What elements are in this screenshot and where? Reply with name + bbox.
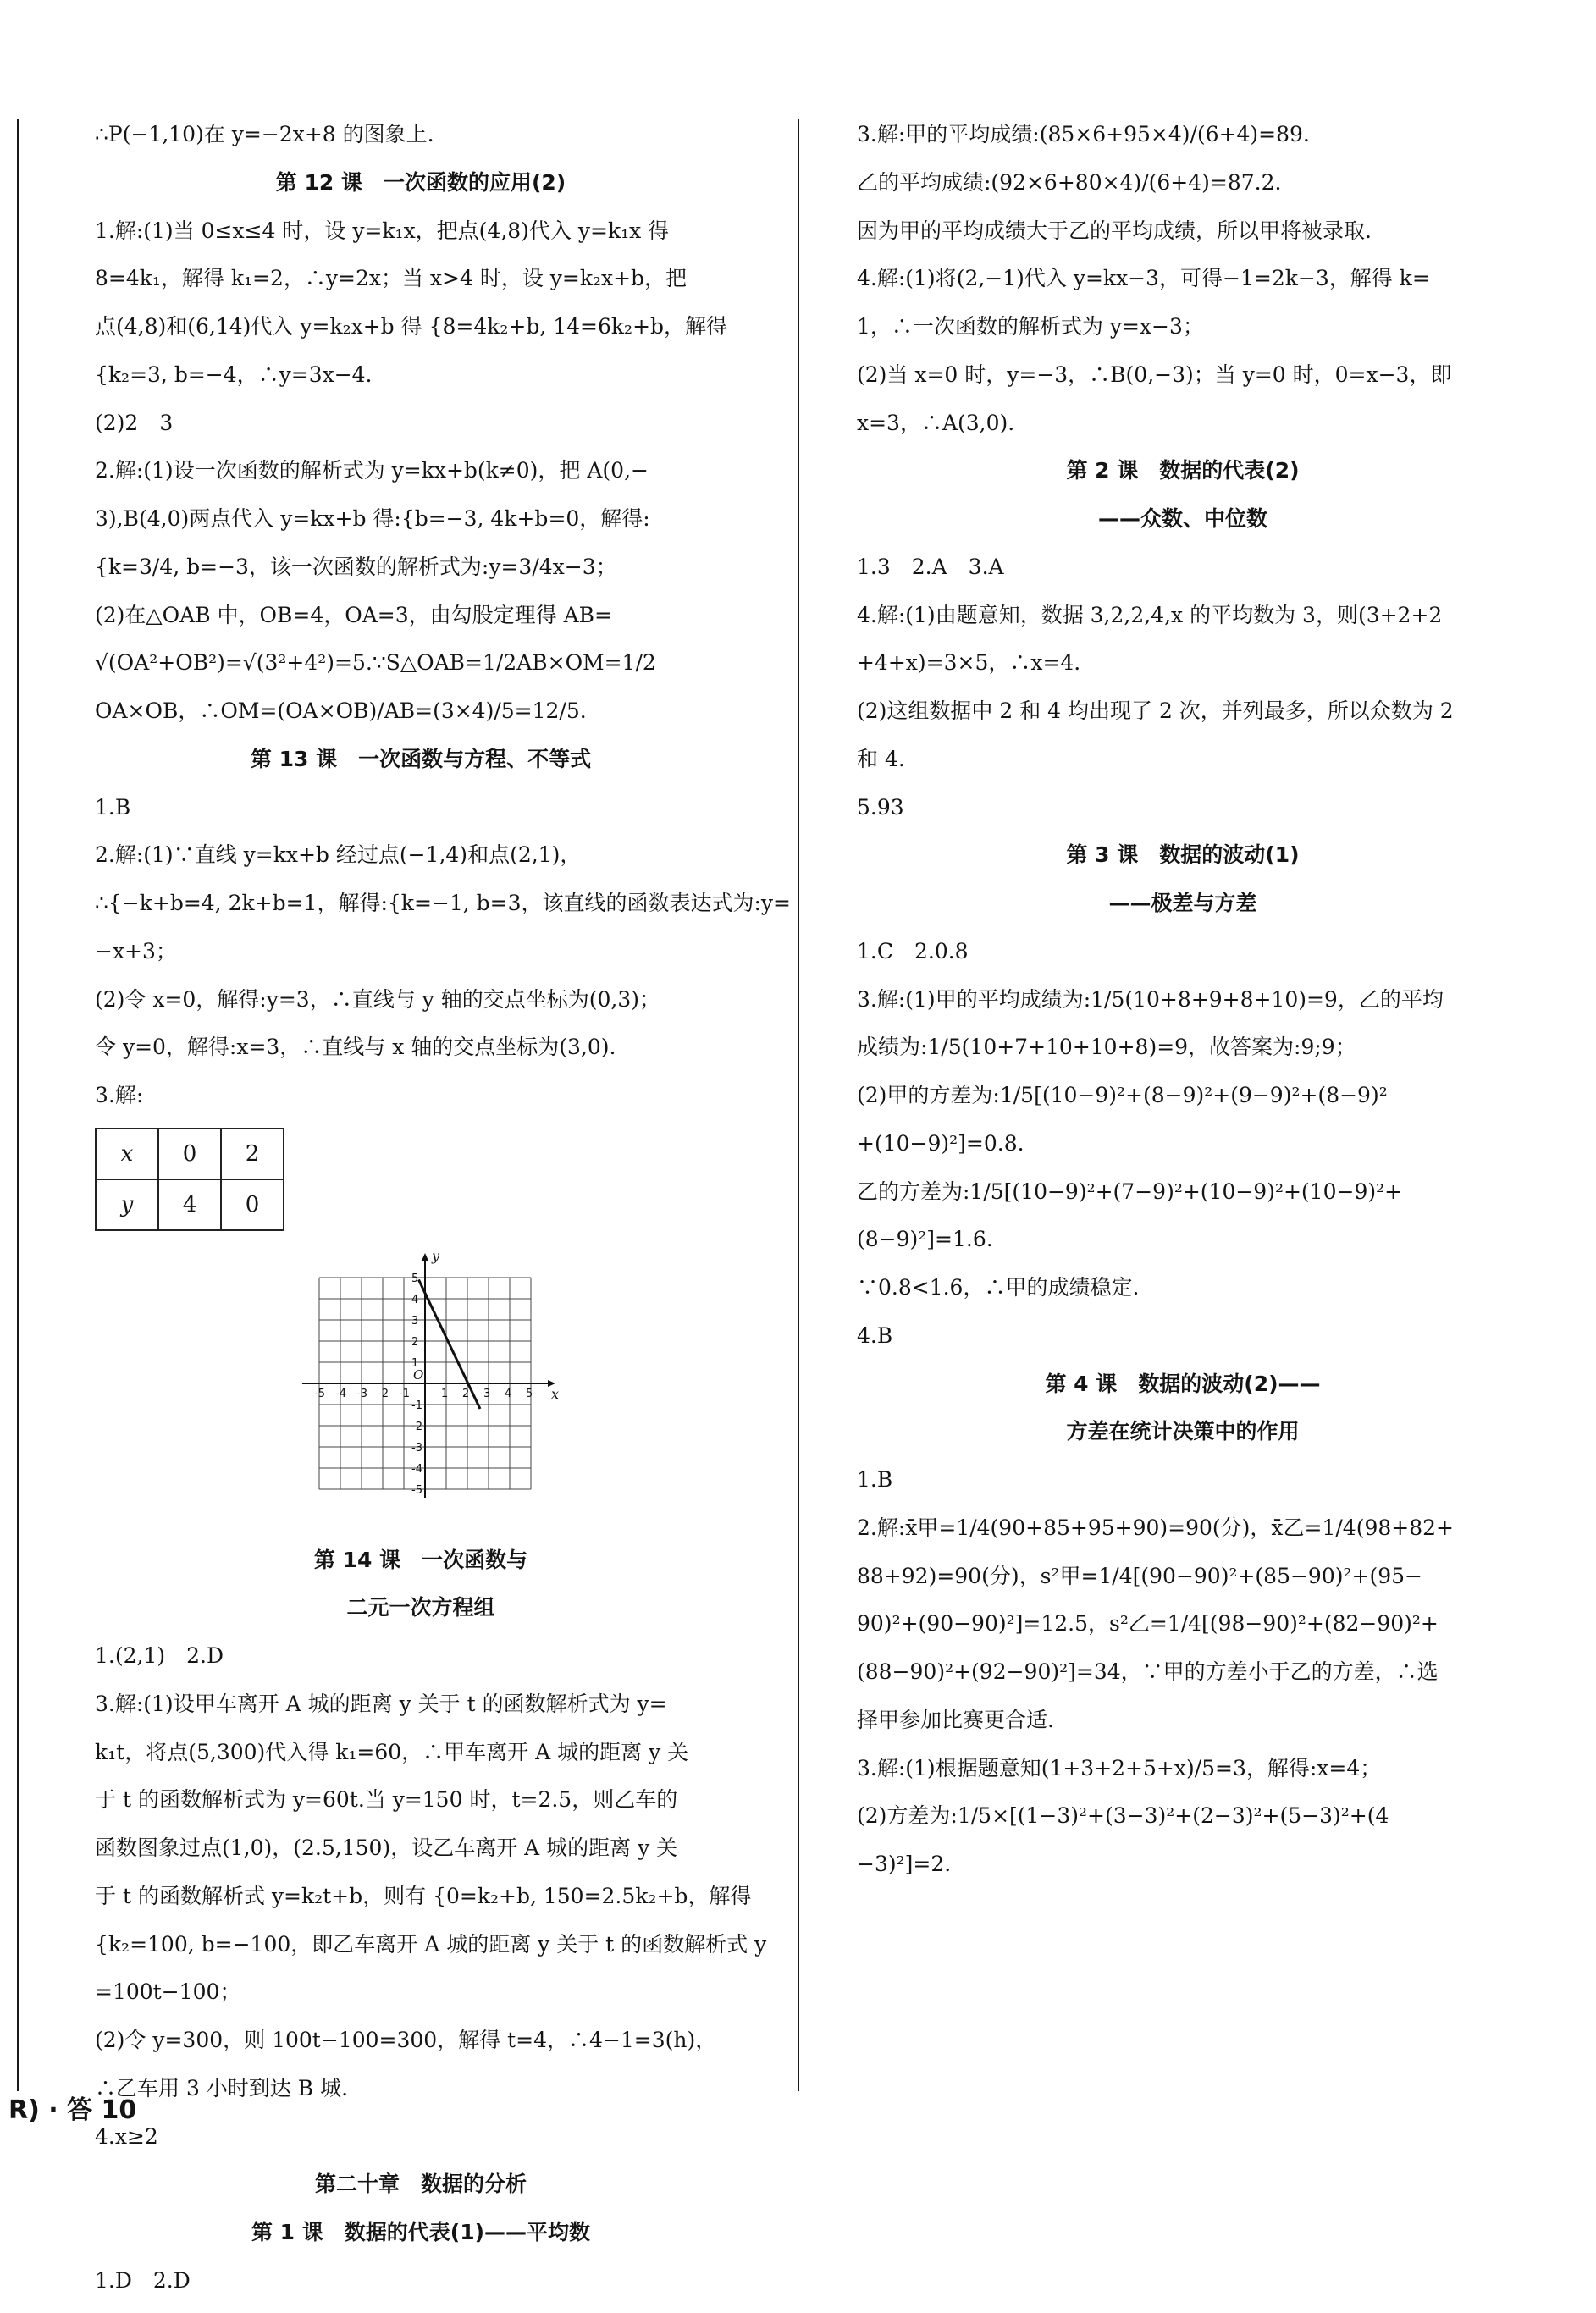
section-heading: 第二十章 数据的分析 [314,2172,527,2197]
text-line: 5.93 [857,794,904,820]
text-line: +(10−9)²]=0.8. [857,1130,1024,1156]
text-line: 8=4k₁，解得 k₁=2，∴y=2x；当 x>4 时，设 y=k₂x+b，把 [95,266,688,291]
text-line: 1.3 2.A 3.A [857,554,1004,579]
x-tick-label: 1 [441,1387,449,1400]
y-axis-label: y [432,1247,440,1264]
text-line: 1，∴一次函数的解析式为 y=x−3； [857,314,1204,339]
y-tick-label: 5 [411,1272,419,1285]
text-line: {k₂=3, b=−4，∴y=3x−4. [95,362,373,387]
y-tick-label: -2 [411,1420,422,1433]
text-line: +4+x)=3×5，∴x=4. [857,650,1081,676]
text-line: 90)²+(90−90)²]=12.5，s²乙=1/4[(98−90)²+(82−90)²+ [857,1611,1439,1637]
text-line: 4.x≥2 [95,2123,158,2149]
text-line: 2.解:(1)设一次函数的解析式为 y=kx+b(k≠0)，把 A(0,− [95,458,649,483]
text-line: 3.解:(1)设甲车离开 A 城的距离 y 关于 t 的函数解析式为 y= [95,1691,667,1716]
text-line: (2)这组数据中 2 和 4 均出现了 2 次，并列最多，所以众数为 2 [857,698,1454,723]
table-row [96,1129,284,1179]
table-cell: 2 [221,1129,284,1179]
text-line: 3.解: [95,1083,144,1107]
section-heading: 第 13 课 一次函数与方程、不等式 [250,746,592,771]
text-line: 3),B(4,0)两点代入 y=kx+b 得:{b=−3, 4k+b=0，解得: [95,506,650,531]
x-tick-label: 4 [505,1387,512,1400]
text-line: 乙的方差为:1/5[(10−9)²+(7−9)²+(10−9)²+(10−9)²+ [857,1179,1403,1204]
y-tick-label: 2 [411,1335,419,1349]
section-heading: 二元一次方程组 [346,1595,495,1620]
section-heading: 方差在统计决策中的作用 [1066,1419,1300,1444]
text-line: OA×OB，∴OM=(OA×OB)/AB=(3×4)/5=12/5. [95,698,587,723]
section-heading: 第 12 课 一次函数的应用(2) [275,169,566,195]
text-line: (2)令 x=0，解得:y=3，∴直线与 y 轴的交点坐标为(0,3)； [95,986,660,1012]
section-heading: ——极差与方差 [1108,891,1257,915]
x-tick-label: -3 [356,1387,367,1400]
text-line: 1.B [95,794,131,820]
text-line: 1.B [857,1467,893,1492]
x-axis-label: x [551,1385,560,1402]
text-line: 因为甲的平均成绩大于乙的平均成绩，所以甲将被录取. [857,218,1372,243]
text-line: 乙的平均成绩:(92×6+80×4)/(6+4)=87.2. [857,169,1282,195]
x-tick-label: -2 [378,1387,389,1400]
text-line: 4.解:(1)将(2,−1)代入 y=kx−3，可得−1=2k−3，解得 k= [857,266,1430,291]
x-tick-label: 2 [462,1387,470,1400]
text-line: (2)在△OAB 中，OB=4，OA=3，由勾股定理得 AB= [95,602,612,627]
text-line: 2.解:x̄甲=1/4(90+85+95+90)=90(分)，x̄乙=1/4(98+82+ [857,1515,1454,1540]
table-cell: 0 [221,1179,284,1230]
text-line: (2)方差为:1/5×[(1−3)²+(3−3)²+(2−3)²+(5−3)²+(4 [857,1803,1389,1829]
text-line: 3.解:(1)甲的平均成绩为:1/5(10+8+9+8+10)=9，乙的平均 [857,986,1444,1012]
text-line: 点(4,8)和(6,14)代入 y=k₂x+b 得 {8=4k₂+b, 14=6k₂+b，解得 [95,314,728,339]
table-cell: 0 [158,1129,221,1179]
text-line: 1.(2,1) 2.D [95,1643,224,1668]
table-row [96,1179,284,1230]
text-line: 3.解:甲的平均成绩:(85×6+95×4)/(6+4)=89. [857,122,1310,146]
left-margin-rule [17,119,19,2091]
text-line: √(OA²+OB²)=√(3²+4²)=5.∵S△OAB=1/2AB×OM=1/2 [95,650,656,676]
text-line: (2)2 3 [95,410,174,435]
text-line: 成绩为:1/5(10+7+10+10+8)=9，故答案为:9;9； [857,1035,1356,1060]
text-line: 于 t 的函数解析式为 y=60t.当 y=150 时，t=2.5，则乙车的 [95,1787,678,1813]
x-tick-label: -4 [335,1387,346,1400]
y-tick-label: -1 [411,1399,422,1412]
left-column [95,119,791,2313]
text-line: 1.解:(1)当 0≤x≤4 时，设 y=k₁x，把点(4,8)代入 y=k₁x 得 [95,218,670,243]
y-axis-arrow [422,1253,428,1261]
text-line: 1.C 2.0.8 [857,938,969,963]
text-line: ∴P(−1,10)在 y=−2x+8 的图象上. [95,122,434,146]
origin-label: O [413,1366,424,1383]
text-line: 1.D 2.D [95,2267,191,2293]
table-cell: x [96,1129,158,1179]
text-line: 2.解:(1)∵直线 y=kx+b 经过点(−1,4)和点(2,1)， [95,842,582,868]
value-table [95,1128,284,1231]
text-line: (2)当 x=0 时，y=−3，∴B(0,−3)；当 y=0 时，0=x−3，即 [857,362,1452,387]
text-line: 和 4. [857,746,905,771]
text-line: {k=3/4, b=−3，该一次函数的解析式为:y=3/4x−3； [95,554,617,579]
section-heading: 第 2 课 数据的代表(2) [1066,458,1300,483]
table-cell: 4 [158,1179,221,1230]
page-footer: R) · 答 10 [8,2095,137,2125]
y-tick-label: -3 [411,1441,422,1455]
y-tick-label: -5 [411,1483,422,1497]
graph-svg [298,1247,560,1519]
coordinate-graph [298,1247,747,1529]
text-line: 4.解:(1)由题意知，数据 3,2,2,4,x 的平均数为 3，则(3+2+2 [857,602,1443,627]
section-heading: 第 14 课 一次函数与 [313,1547,528,1572]
x-tick-label: 3 [483,1387,491,1400]
text-line: 3.解:(1)根据题意知(1+3+2+5+x)/5=3，解得:x=4； [857,1755,1382,1780]
text-line: 于 t 的函数解析式 y=k₂t+b，则有 {0=k₂+b, 150=2.5k₂+b，解得 [95,1883,752,1908]
section-heading: 第 1 课 数据的代表(1)——平均数 [251,2220,591,2244]
text-line: −3)²]=2. [857,1852,952,1876]
text-line: x=3，∴A(3,0). [857,410,1015,435]
column-divider [798,119,799,2091]
section-heading: 第 3 课 数据的波动(1) [1066,842,1300,868]
y-tick-label: 1 [411,1356,419,1370]
text-line: 令 y=0，解得:x=3，∴直线与 x 轴的交点坐标为(3,0). [95,1035,616,1060]
section-heading: ——众数、中位数 [1097,506,1267,531]
text-line: (8−9)²]=1.6. [857,1227,993,1252]
text-line: k₁t，将点(5,300)代入得 k₁=60，∴甲车离开 A 城的距离 y 关 [95,1739,689,1764]
text-line: −x+3； [95,938,177,963]
y-tick-label: -4 [411,1462,422,1476]
y-tick-label: 4 [411,1293,419,1306]
text-line: ∴乙车用 3 小时到达 B 城. [95,2075,349,2100]
text-line: {k₂=100, b=−100，即乙车离开 A 城的距离 y 关于 t 的函数解析式 y [95,1931,767,1957]
section-heading: 第 4 课 数据的波动(2)—— [1045,1371,1321,1396]
x-tick-label: -5 [314,1387,325,1400]
text-line: (2)甲的方差为:1/5[(10−9)²+(8−9)²+(9−9)²+(8−9)² [857,1083,1388,1107]
text-line: (88−90)²+(92−90)²]=34，∵甲的方差小于乙的方差，∴选 [857,1659,1439,1684]
text-line: 88+92)=90(分)，s²甲=1/4[(90−90)²+(85−90)²+(95− [857,1563,1422,1588]
x-tick-label: -1 [399,1387,410,1400]
x-tick-label: 5 [526,1387,533,1400]
text-line: ∴{−k+b=4, 2k+b=1，解得:{k=−1, b=3，该直线的函数表达式为:y= [95,891,791,915]
text-line: 4.B [857,1322,893,1348]
text-line: (2)令 y=300，则 100t−100=300，解得 t=4，∴4−1=3(h)， [95,2028,717,2052]
text-line: ∵0.8<1.6，∴甲的成绩稳定. [857,1275,1140,1300]
right-column [857,119,1509,1896]
y-tick-label: 3 [411,1314,419,1328]
text-line: 择甲参加比赛更合适. [857,1707,1054,1732]
text-line: =100t−100； [95,1979,241,2005]
text-line: 函数图象过点(1,0)，(2.5,150)，设乙车离开 A 城的距离 y 关 [95,1835,678,1860]
table-cell: y [96,1179,158,1230]
